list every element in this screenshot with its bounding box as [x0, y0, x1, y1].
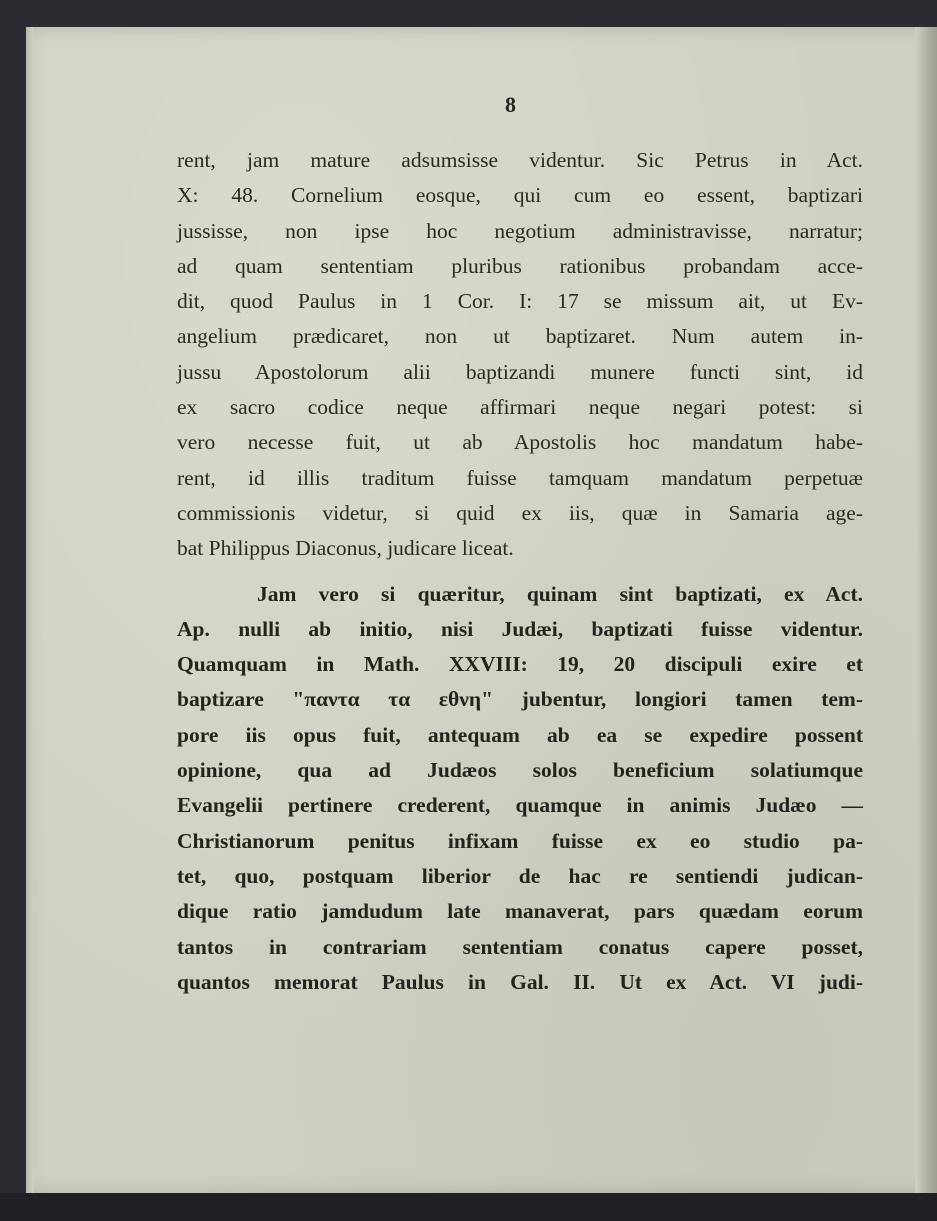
page-right-edge — [915, 27, 937, 1193]
text-line: pore iis opus fuit, antequam ab ea se expedire possent — [177, 722, 863, 747]
text-line: tantos in contrariam sententiam conatus capere posset, — [177, 934, 863, 959]
text-line: rent, id illis traditum fuisse tamquam mandatum perpetuæ — [177, 465, 863, 490]
text-line: dit, quod Paulus in 1 Cor. I: 17 se missum ait, ut Ev- — [177, 289, 863, 314]
text-line: jussisse, non ipse hoc negotium administravisse, narratur; — [177, 218, 863, 243]
paragraph-2 — [177, 577, 863, 1001]
text-line: rent, jam mature adsumsisse videntur. Sic Petrus in Act. — [177, 148, 863, 172]
text-line: Christianorum penitus infixam fuisse ex eo studio pa- — [177, 828, 863, 853]
text-line: dique ratio jamdudum late manaverat, pars quædam eorum — [177, 899, 863, 924]
page-number: 8 — [505, 92, 516, 117]
text-line: opinione, qua ad Judæos solos beneficium solatiumque — [177, 758, 863, 783]
text-line: vero necesse fuit, ut ab Apostolis hoc mandatum habe- — [177, 430, 863, 455]
scan-bottom-border — [0, 1193, 937, 1221]
text-line: commissionis videtur, si quid ex iis, quæ in Samaria age- — [177, 500, 863, 525]
paragraph-gap — [177, 567, 863, 577]
body-text — [177, 143, 863, 1000]
text-line: Quamquam in Math. XXVIII: 19, 20 discipuli exire et — [177, 652, 863, 677]
text-line: ad quam sententiam pluribus rationibus probandam acce- — [177, 253, 863, 278]
text-line: Ap. nulli ab initio, nisi Judæi, baptizati fuisse videntur. — [177, 616, 863, 641]
text-line: Evangelii pertinere crederent, quamque in animis Judæo — — [177, 793, 863, 818]
text-line: Jam vero si quæritur, quinam sint baptizati, ex Act. — [257, 581, 863, 606]
text-line: ex sacro codice neque affirmari neque negari potest: si — [177, 395, 863, 420]
page-left-edge — [26, 27, 34, 1193]
text-line: angelium prædicaret, non ut baptizaret. Num autem in- — [177, 324, 863, 349]
text-line: quantos memorat Paulus in Gal. II. Ut ex Act. VI judi- — [177, 969, 863, 994]
text-line: tet, quo, postquam liberior de hac re sentiendi judican- — [177, 863, 863, 888]
paragraph-1 — [177, 143, 863, 567]
text-line: X: 48. Cornelium eosque, qui cum eo essent, baptizari — [177, 183, 863, 208]
text-line: baptizare "παντα τα εθνη" jubentur, longiori tamen tem- — [177, 687, 863, 712]
text-line: jussu Apostolorum alii baptizandi munere functi sint, id — [177, 359, 863, 384]
text-line: bat Philippus Diaconus, judicare liceat. — [177, 536, 514, 561]
